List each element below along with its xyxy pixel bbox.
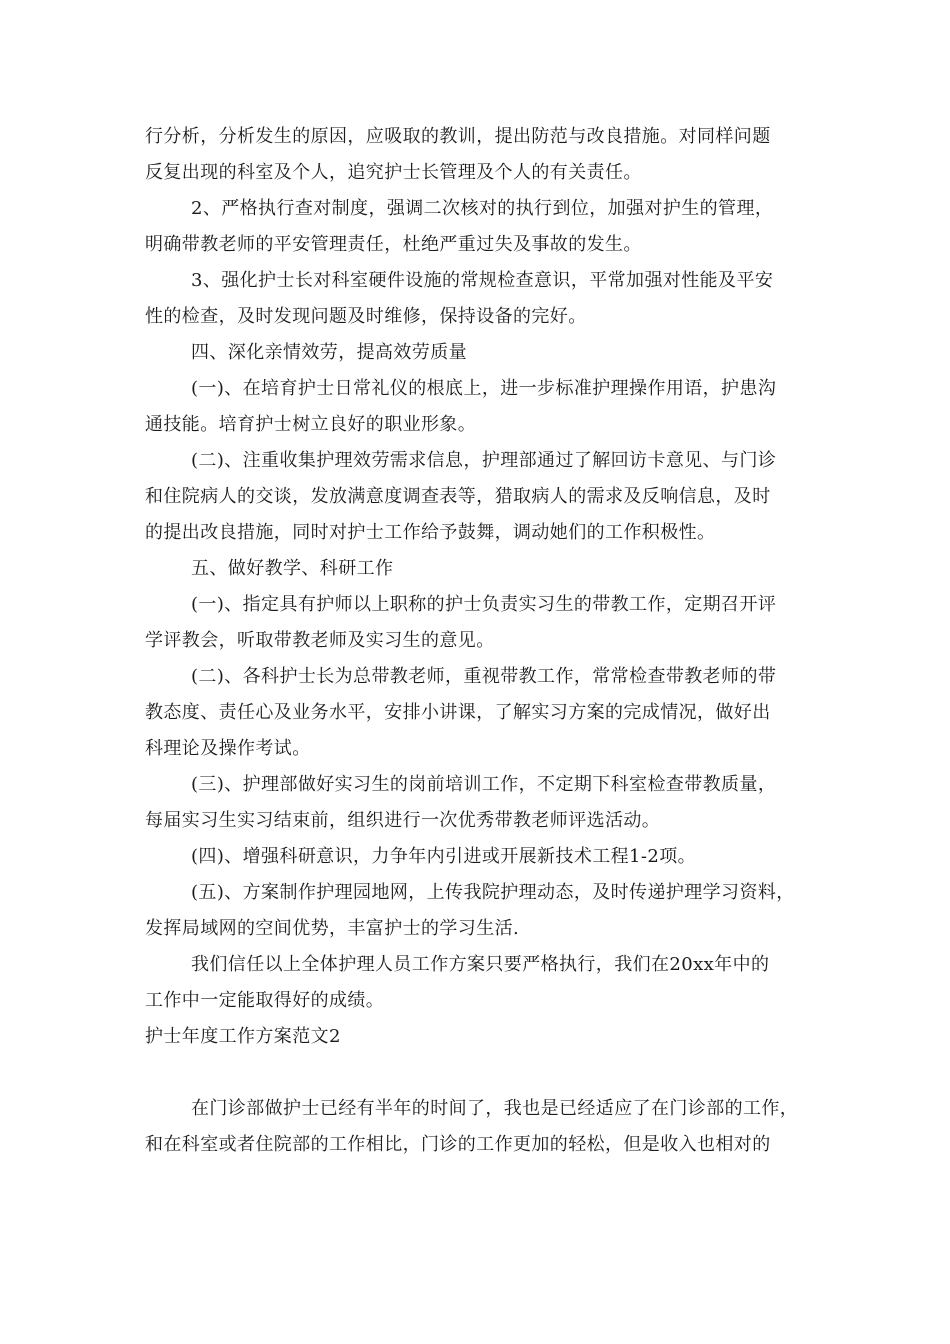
text-line: 学评教会，听取带教老师及实习生的意见。 xyxy=(145,630,495,651)
text-line: 通技能。培育护士树立良好的职业形象。 xyxy=(145,414,477,435)
text-line: 3、强化护士长对科室硬件设施的常规检查意识，平常加强对性能及平安 xyxy=(191,270,774,291)
text-line: 科理论及操作考试。 xyxy=(145,738,311,759)
text-line: (二)、各科护士长为总带教老师，重视带教工作，常常检查带教老师的带 xyxy=(191,666,777,687)
text-line: 教态度、责任心及业务水平，安排小讲课，了解实习方案的完成情况，做好出 xyxy=(145,702,771,723)
text-line: 明确带教老师的平安管理责任，杜绝严重过失及事故的发生。 xyxy=(145,234,642,255)
text-line: (一)、指定具有护师以上职称的护士负责实习生的带教工作，定期召开评 xyxy=(191,594,777,615)
text-line: 我们信任以上全体护理人员工作方案只要严格执行，我们在20xx年中的 xyxy=(191,954,770,975)
text-line: 的提出改良措施，同时对护士工作给予鼓舞，调动她们的工作积极性。 xyxy=(145,522,716,543)
text-line: 性的检查，及时发现问题及时维修，保持设备的完好。 xyxy=(145,306,587,327)
text-line: 在门诊部做护士已经有半年的时间了，我也是已经适应了在门诊部的工作， xyxy=(191,1098,799,1119)
text-line: 工作中一定能取得好的成绩。 xyxy=(145,990,385,1011)
text-line: (三)、护理部做好实习生的岗前培训工作，不定期下科室检查带教质量， xyxy=(191,774,777,795)
text-line: (二)、注重收集护理效劳需求信息，护理部通过了解回访卡意见、与门诊 xyxy=(191,450,777,471)
text-line: 反复出现的科室及个人，追究护士长管理及个人的有关责任。 xyxy=(145,162,642,183)
text-line: 和住院病人的交谈，发放满意度调查表等，猎取病人的需求及反响信息，及时 xyxy=(145,486,771,507)
text-line: 发挥局域网的空间优势，丰富护士的学习生活. xyxy=(145,918,520,939)
text-line: 每届实习生实习结束前，组织进行一次优秀带教老师评选活动。 xyxy=(145,810,661,831)
section-heading: 五、做好教学、科研工作 xyxy=(191,558,394,579)
text-line: 行分析，分析发生的原因，应吸取的教训，提出防范与改良措施。对同样问题 xyxy=(145,126,771,147)
document-subtitle: 护士年度工作方案范文2 xyxy=(145,1026,341,1047)
text-line: (五)、方案制作护理园地网，上传我院护理动态，及时传递护理学习资料， xyxy=(191,882,795,903)
section-heading: 四、深化亲情效劳，提高效劳质量 xyxy=(191,342,467,363)
text-line: 2、严格执行查对制度，强调二次核对的执行到位，加强对护生的管理， xyxy=(191,198,774,219)
text-line: (四)、增强科研意识，力争年内引进或开展新技术工程1-2项。 xyxy=(191,846,697,867)
text-line: (一)、在培育护士日常礼仪的根底上，进一步标准护理操作用语，护患沟 xyxy=(191,378,777,399)
text-line: 和在科室或者住院部的工作相比，门诊的工作更加的轻松，但是收入也相对的 xyxy=(145,1134,771,1155)
